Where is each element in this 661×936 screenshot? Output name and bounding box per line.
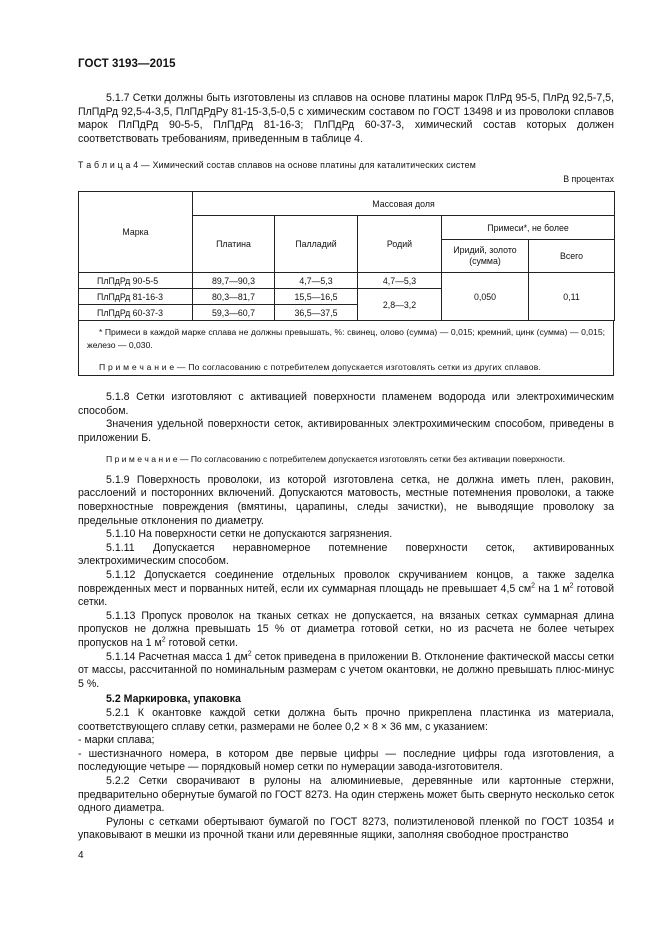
- paragraph-5-1-8-values: Значения удельной поверхности сеток, активированных электрохимическим способом, приведены в приложении Б.: [78, 418, 614, 444]
- paragraph-5-1-13-text-b: готовой сетки.: [165, 637, 238, 649]
- header-mark: Марка: [79, 192, 193, 273]
- paragraph-5-2-2-rolls: Рулоны с сетками обертывают бумагой по ГОСТ 8273, полиэтиленовой пленкой по ГОСТ 10354 и упаковывают в мешки из прочной ткани или деревянные ящики, заполняя свободное пространство: [78, 815, 614, 842]
- paragraph-5-1-13-text-a: 5.1.13 Пропуск проволок на тканых сетках не допускается, на вязаных сетках суммарная длина пропусков не должна превышать 15 % от диаметра готовой сетки, но из расчета не более четырех пропусков на 1 м: [78, 609, 614, 649]
- paragraph-5-1-8: 5.1.8 Сетки изготовляют с активацией поверхности пламенем водорода или электрохимическим способом.: [78, 391, 614, 417]
- paragraph-5-2-1: 5.2.1 К окантовке каждой сетки должна быть прочно прикреплена пластинка из материала, соответствующего сплаву сетки, размерами не более 0,2 × 8 × 36 мм, с указанием:: [78, 706, 614, 733]
- header-rhodium: Родий: [358, 216, 442, 273]
- superscript-2: 2: [161, 636, 166, 644]
- paragraph-5-1-12-text-a: 5.1.12 Допускается соединение отдельных проволок скручиванием концов, а также заделка поврежденных мест и порванных нитей, если их суммарная площадь не превышает 4,5 см: [78, 569, 614, 595]
- superscript-2: 2: [569, 582, 574, 590]
- note-5-1-8: П р и м е ч а н и е — По согласованию с потребителем допускается изготовлять сетки без активации поверхности.: [106, 454, 566, 465]
- cell-mark: ПлПдРд 60-37-3: [79, 305, 193, 321]
- cell-mark: ПлПдРд 90-5-5: [79, 273, 193, 289]
- paragraph-5-1-12: [78, 569, 614, 610]
- paragraph-5-1-7: 5.1.7 Сетки должны быть изготовлены из сплавов на основе платины марок ПлРд 95-5, ПлРд 92,5-7,5, ПлПдРд 92,5-4-3,5, ПлПдРдРу 81-15-3,5-0,5 с химическим составом по ГОСТ 13498 и из проволоки сплавов марок ПлПдРд 90-5-5, ПлПдРд 81-16-3; ПлПдРд 60-37-3, химический состав которых должен соответствовать требованиям, приведенным в таблице 4.: [78, 92, 614, 145]
- table-unit: В процентах: [563, 174, 614, 184]
- cell-rhodium: 2,8—3,2: [358, 289, 442, 321]
- cell-palladium: 4,7—5,3: [275, 273, 358, 289]
- paragraph-5-1-14-text-a: 5.1.14 Расчетная масса 1 дм: [106, 650, 248, 663]
- table-note: П р и м е ч а н и е — По согласованию с потребителем допускается изготовлять сетки из других сплавов.: [99, 361, 542, 372]
- cell-mark: ПлПдРд 81-16-3: [79, 289, 193, 305]
- table-footnote-box: [78, 320, 614, 376]
- cell-platinum: 80,3—81,7: [193, 289, 275, 305]
- list-item: - марки сплава;: [78, 734, 155, 747]
- paragraph-5-1-12-text-c: готовой сетки.: [78, 582, 614, 609]
- paragraph-5-1-14: [78, 651, 614, 692]
- header-iridium-gold: Иридий, золото (сумма): [442, 240, 529, 273]
- paragraph-5-1-13: [78, 610, 614, 651]
- header-impurities: Примеси*, не более: [442, 216, 615, 240]
- paragraph-5-1-7-block: [78, 92, 614, 146]
- cell-iridium-gold: 0,050: [442, 273, 529, 321]
- header-palladium: Палладий: [275, 216, 358, 273]
- superscript-2: 2: [531, 582, 536, 590]
- document-header: ГОСТ 3193—2015: [78, 58, 176, 70]
- superscript-2: 2: [247, 650, 252, 658]
- cell-palladium: 15,5—16,5: [275, 289, 358, 305]
- cell-palladium: 36,5—37,5: [275, 305, 358, 321]
- paragraph-5-1-11: 5.1.11 Допускается неравномерное потемнение поверхности сеток, активированных электрохимическим способом.: [78, 541, 614, 568]
- body-text-block: [78, 391, 614, 843]
- header-mass-fraction: Массовая доля: [193, 192, 615, 216]
- table-caption: Т а б л и ц а 4 — Химический состав сплавов на основе платины для каталитических систем: [78, 160, 477, 170]
- cell-platinum: 59,3—60,7: [193, 305, 275, 321]
- cell-total: 0,11: [529, 273, 615, 321]
- paragraph-5-1-12-text-b: на 1 м: [535, 582, 570, 595]
- header-total: Всего: [529, 240, 615, 273]
- header-platinum: Платина: [193, 216, 275, 273]
- cell-platinum: 89,7—90,3: [193, 273, 275, 289]
- paragraph-5-1-10: 5.1.10 На поверхности сетки не допускаются загрязнения.: [106, 528, 393, 541]
- paragraph-5-1-9: 5.1.9 Поверхность проволоки, из которой изготовлена сетка, не должна иметь плен, раковин, расслоений и посторонних включений. Допускаются матовость, местные потемнения проволоки, а также поверхностные повреждения (вмятины, царапины, следы зачистки), не выводящие проволоку за предельные отклонения по диаметру.: [78, 473, 614, 527]
- list-item: - шестизначного номера, в котором две первые цифры — последние цифры года изготовления, а последующие четыре — порядковый номер сетки по нумерации завода-изготовителя.: [78, 747, 614, 774]
- page-number: 4: [78, 850, 84, 861]
- chemical-composition-table: [78, 191, 615, 321]
- table-row: [79, 273, 615, 289]
- table-footnote: * Примеси в каждой марке сплава не должны превышать, %: свинец, олово (сумма) — 0,015; кремний, цинк (сумма) — 0,015; железо — 0,030.: [87, 327, 605, 350]
- paragraph-5-2-2: 5.2.2 Сетки сворачивают в рулоны на алюминиевые, деревянные или картонные стержни, предварительно обернутые бумагой по ГОСТ 8273. На один стержень может быть свернуто несколько сеток одного диаметра.: [78, 774, 614, 815]
- paragraph-5-1-14-text-b: сеток приведена в приложении В. Отклонение фактической массы сетки от массы, рассчитанной по номинальным размерам с учетом окантовки, не должно превышать плюс-минус 5 %.: [78, 650, 614, 690]
- section-title-5-2: 5.2 Маркировка, упаковка: [106, 693, 241, 706]
- cell-rhodium: 4,7—5,3: [358, 273, 442, 289]
